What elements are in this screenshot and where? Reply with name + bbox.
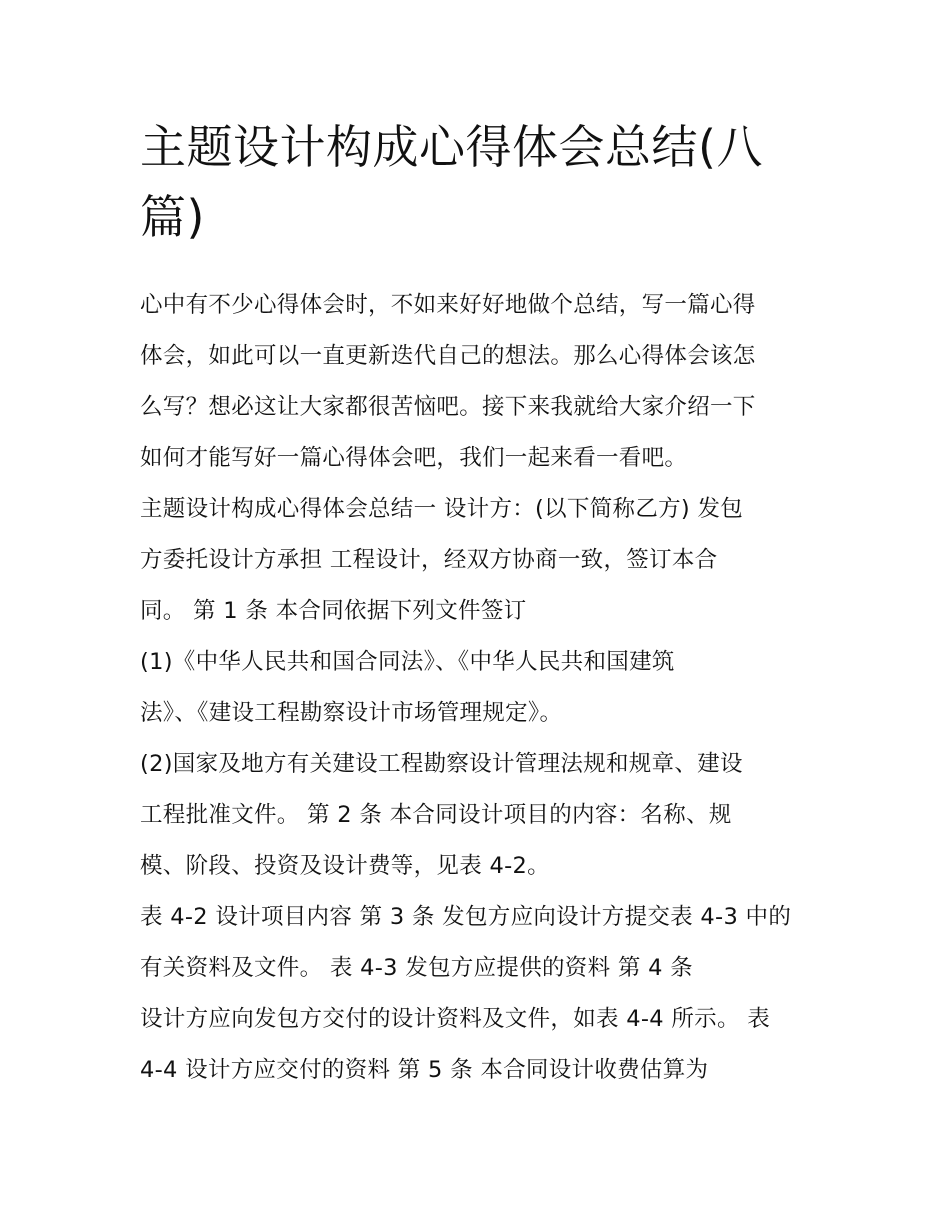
body-line: 表 4-2 设计项目内容 第 3 条 发包方应向设计方提交表 4-3 中的 <box>140 904 792 930</box>
body-line: 同。 第 1 条 本合同依据下列文件签订 <box>140 598 527 624</box>
body-line: 有关资料及文件。 表 4-3 发包方应提供的资料 第 4 条 <box>140 955 693 981</box>
body-line: 如何才能写好一篇心得体会吧，我们一起来看一看吧。 <box>140 445 688 471</box>
body-line: 心中有不少心得体会时，不如来好好地做个总结，写一篇心得 <box>140 292 756 318</box>
body-line: 4-4 设计方应交付的资料 第 5 条 本合同设计收费估算为 <box>140 1057 709 1083</box>
document-body <box>140 280 830 1096</box>
title-line-2: 篇) <box>140 190 205 244</box>
body-line: 设计方应向发包方交付的设计资料及文件，如表 4-4 所示。 表 <box>140 1006 771 1032</box>
body-line: (2)国家及地方有关建设工程勘察设计管理法规和规章、建设 <box>140 751 743 777</box>
body-line: 模、阶段、投资及设计费等，见表 4-2。 <box>140 853 550 879</box>
body-line: 么写？想必这让大家都很苦恼吧。接下来我就给大家介绍一下 <box>140 394 756 420</box>
document-title <box>140 112 830 252</box>
body-line: 体会，如此可以一直更新迭代自己的想法。那么心得体会该怎 <box>140 343 756 369</box>
body-line: 法》、《建设工程勘察设计市场管理规定》。 <box>140 700 563 726</box>
body-line: (1)《中华人民共和国合同法》、《中华人民共和国建筑 <box>140 649 675 675</box>
title-line-1: 主题设计构成心得体会总结(八 <box>140 120 763 174</box>
body-line: 主题设计构成心得体会总结一 设计方：(以下简称乙方) 发包 <box>140 496 744 522</box>
body-line: 方委托设计方承担 工程设计，经双方协商一致，签订本合 <box>140 547 718 573</box>
body-line: 工程批准文件。 第 2 条 本合同设计项目的内容：名称、规 <box>140 802 732 828</box>
